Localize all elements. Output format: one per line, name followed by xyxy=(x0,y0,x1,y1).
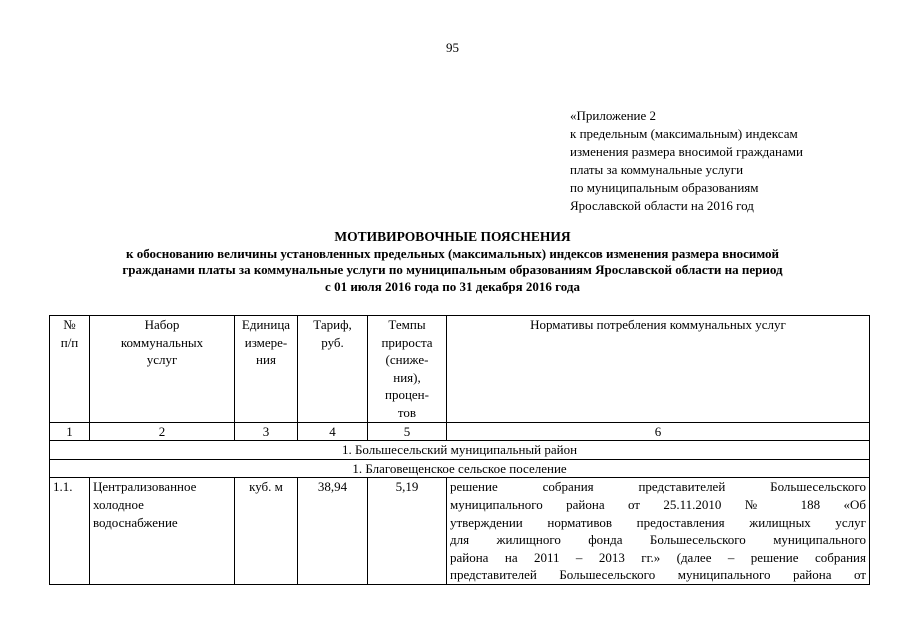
column-number: 1 xyxy=(50,422,90,441)
appendix-line: платы за коммунальные услуги xyxy=(570,162,744,177)
norms-line: представителей Большесельского муниципального района от xyxy=(450,567,866,583)
norms-line: решение собрания представителей Большесельского xyxy=(450,479,866,495)
subtitle-line: гражданами платы за коммунальные услуги по муниципальным образованиям Ярославской области на период xyxy=(122,262,783,278)
page-number: 95 xyxy=(446,40,459,55)
header-num: № п/п xyxy=(50,316,90,423)
row-growth: 5,19 xyxy=(368,478,447,585)
norms-line: муниципального района от 25.11.2010 № 188 «Об xyxy=(450,496,866,512)
district-name: 1. Большесельский муниципальный район xyxy=(50,441,870,460)
subtitle-line: к обоснованию величины установленных предельных (максимальных) индексов изменения размера вносимой xyxy=(125,246,780,261)
document-subtitle xyxy=(60,246,845,295)
table-row xyxy=(50,478,870,585)
column-number: 3 xyxy=(235,422,298,441)
row-num: 1.1. xyxy=(50,478,90,585)
district-row xyxy=(50,441,870,460)
settlement-name: 1. Благовещенское сельское поселение xyxy=(50,459,870,478)
appendix-line: «Приложение 2 xyxy=(570,108,657,123)
tariff-table xyxy=(49,315,870,585)
row-norms xyxy=(447,478,870,585)
header-service: Набор коммунальных услуг xyxy=(90,316,235,423)
document-title: МОТИВИРОВОЧНЫЕ ПОЯСНЕНИЯ xyxy=(334,229,571,244)
header-unit: Единица измере- ния xyxy=(235,316,298,423)
row-service: Централизованное холодное водоснабжение xyxy=(90,478,235,585)
norms-line: утверждении нормативов предоставления жилищных услуг xyxy=(450,514,866,530)
header-tariff: Тариф, руб. xyxy=(298,316,368,423)
norms-line: района на 2011 – 2013 гг.» (далее – решение собрания xyxy=(450,549,866,565)
table-header-row xyxy=(50,316,870,423)
appendix-line: изменения размера вносимой гражданами xyxy=(570,144,803,159)
row-unit: куб. м xyxy=(235,478,298,585)
appendix-line: по муниципальным образованиям xyxy=(570,180,759,195)
header-norms: Нормативы потребления коммунальных услуг xyxy=(447,316,870,423)
header-growth: Темпы прироста (сниже- ния), процен- тов xyxy=(368,316,447,423)
column-number: 5 xyxy=(368,422,447,441)
norms-line: для жилищного фонда Большесельского муниципального xyxy=(450,532,866,548)
row-tariff: 38,94 xyxy=(298,478,368,585)
subtitle-line: с 01 июля 2016 года по 31 декабря 2016 года xyxy=(325,278,580,294)
appendix-line: Ярославской области на 2016 год xyxy=(570,198,754,213)
column-number-row xyxy=(50,422,870,441)
settlement-row xyxy=(50,459,870,478)
column-number: 4 xyxy=(298,422,368,441)
appendix-reference xyxy=(570,107,803,215)
appendix-line: к предельным (максимальным) индексам xyxy=(570,126,798,141)
column-number: 6 xyxy=(447,422,870,441)
column-number: 2 xyxy=(90,422,235,441)
